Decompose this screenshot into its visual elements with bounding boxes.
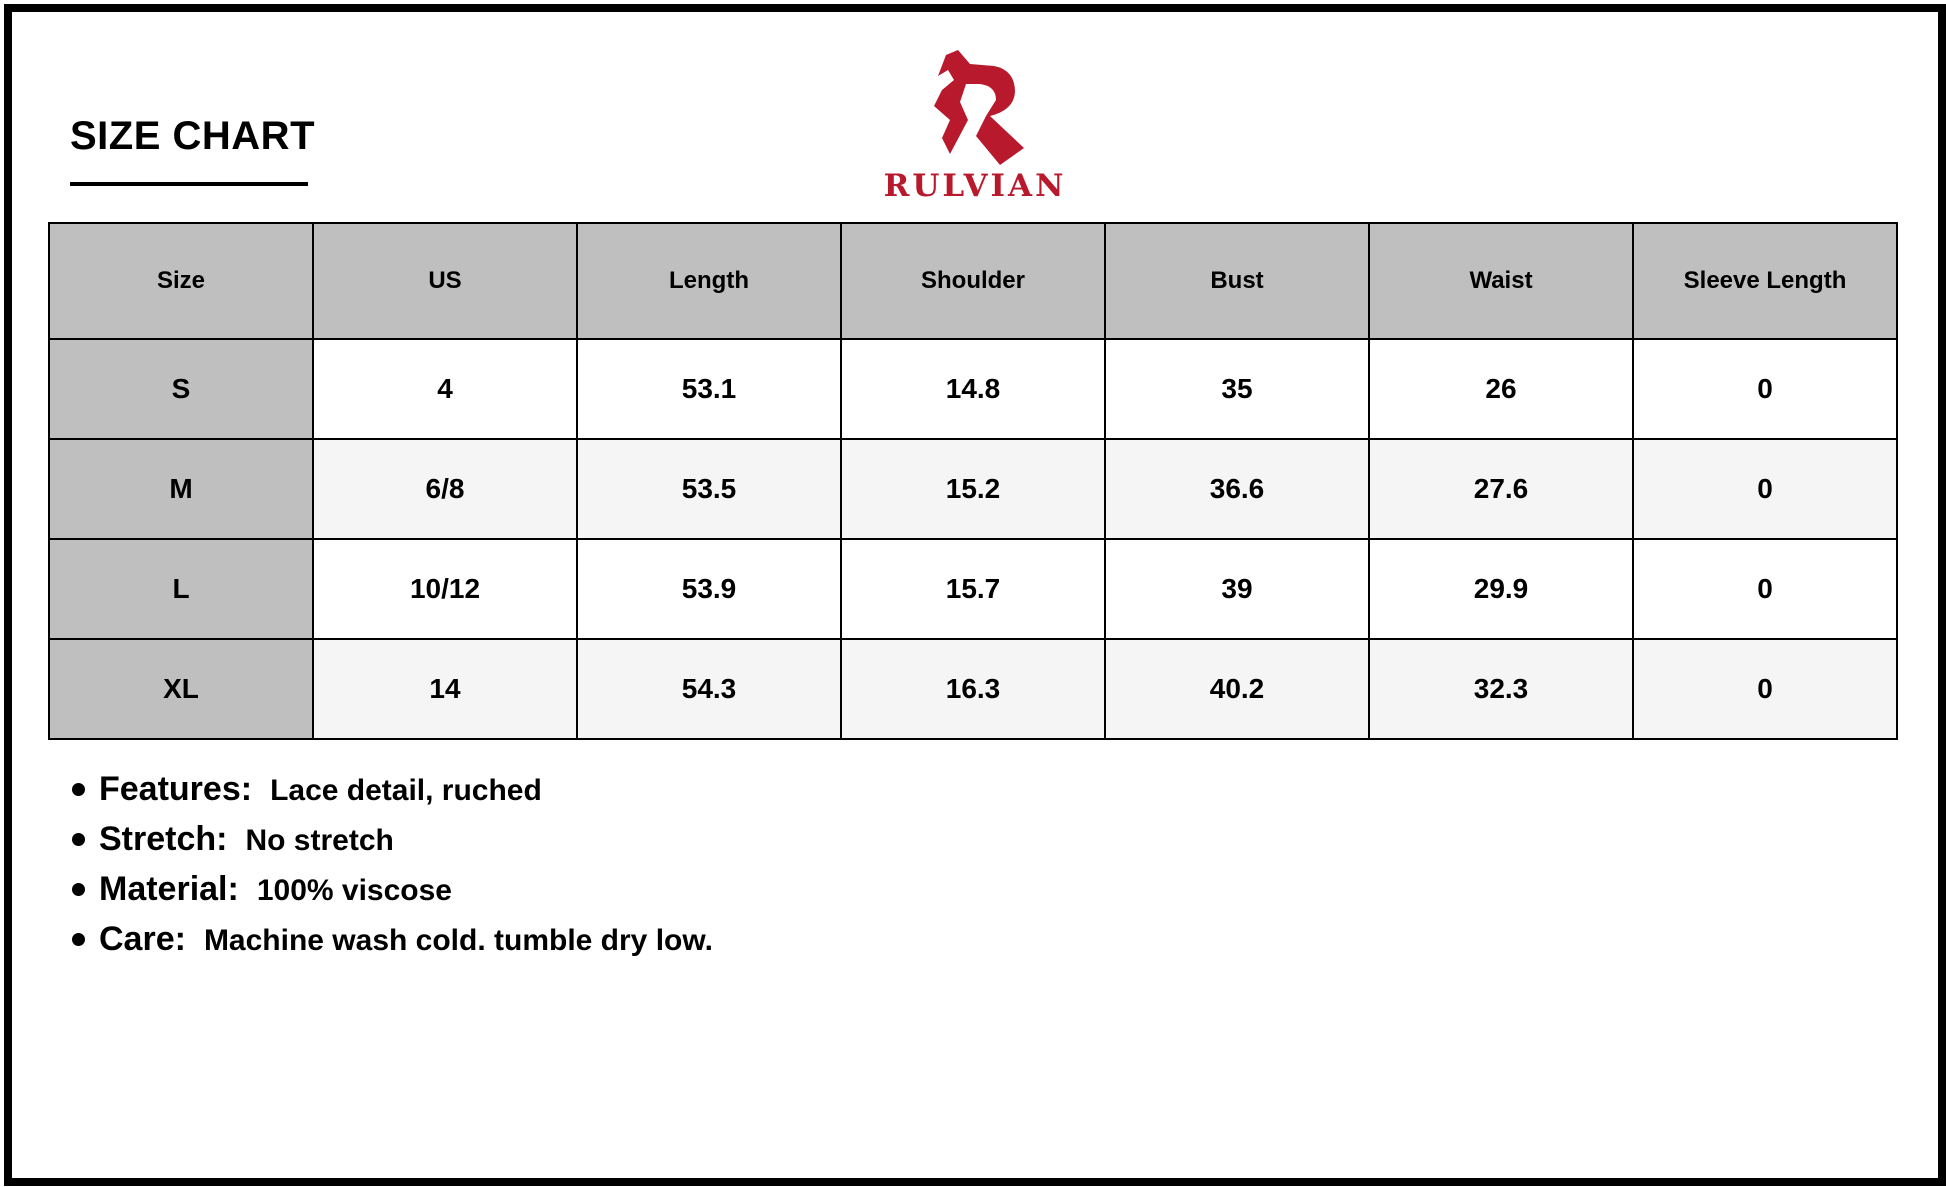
- column-header: US: [313, 223, 577, 339]
- detail-label: Care:: [99, 920, 186, 958]
- product-details-list: [72, 770, 713, 970]
- column-header: Waist: [1369, 223, 1633, 339]
- table-cell: 39: [1105, 539, 1369, 639]
- detail-label: Stretch:: [99, 820, 228, 858]
- bullet-icon: [72, 833, 85, 846]
- column-header: Size: [49, 223, 313, 339]
- detail-item: [72, 820, 713, 870]
- column-header: Sleeve Length: [1633, 223, 1897, 339]
- table-cell: 15.7: [841, 539, 1105, 639]
- detail-label: Features:: [99, 770, 253, 808]
- page-title: SIZE CHART: [70, 114, 315, 158]
- table-cell: 54.3: [577, 639, 841, 739]
- table-cell: 0: [1633, 439, 1897, 539]
- table-cell: 6/8: [313, 439, 577, 539]
- table-cell: 36.6: [1105, 439, 1369, 539]
- detail-item: [72, 870, 713, 920]
- table-cell: 0: [1633, 639, 1897, 739]
- table-cell: 35: [1105, 339, 1369, 439]
- size-cell: S: [49, 339, 313, 439]
- table-header-row: [49, 223, 1897, 339]
- detail-label: Material:: [99, 870, 239, 908]
- table-cell: 27.6: [1369, 439, 1633, 539]
- table-cell: 14.8: [841, 339, 1105, 439]
- bullet-icon: [72, 883, 85, 896]
- table-cell: 53.5: [577, 439, 841, 539]
- table-cell: 0: [1633, 339, 1897, 439]
- rulvian-r-logo-icon: [920, 50, 1030, 165]
- table-cell: 26: [1369, 339, 1633, 439]
- table-cell: 40.2: [1105, 639, 1369, 739]
- column-header: Length: [577, 223, 841, 339]
- detail-item: [72, 920, 713, 970]
- detail-value: 100% viscose: [256, 874, 452, 907]
- size-cell: L: [49, 539, 313, 639]
- table-row: [49, 539, 1897, 639]
- table-row: [49, 339, 1897, 439]
- table-cell: 14: [313, 639, 577, 739]
- detail-value: Machine wash cold. tumble dry low.: [203, 924, 713, 957]
- detail-item: [72, 770, 713, 820]
- table-cell: 16.3: [841, 639, 1105, 739]
- detail-value: No stretch: [245, 824, 394, 857]
- table-cell: 4: [313, 339, 577, 439]
- table-row: [49, 639, 1897, 739]
- size-table: [48, 222, 1898, 740]
- detail-value: Lace detail, ruched: [270, 774, 542, 807]
- brand-name: RULVIAN: [883, 168, 1067, 204]
- bullet-icon: [72, 933, 85, 946]
- table-cell: 29.9: [1369, 539, 1633, 639]
- size-cell: M: [49, 439, 313, 539]
- size-cell: XL: [49, 639, 313, 739]
- table-cell: 53.1: [577, 339, 841, 439]
- brand-logo: [870, 50, 1080, 210]
- bullet-icon: [72, 783, 85, 796]
- table-row: [49, 439, 1897, 539]
- table-cell: 0: [1633, 539, 1897, 639]
- title-underline: [70, 182, 308, 186]
- table-cell: 15.2: [841, 439, 1105, 539]
- table-cell: 32.3: [1369, 639, 1633, 739]
- column-header: Bust: [1105, 223, 1369, 339]
- table-cell: 53.9: [577, 539, 841, 639]
- table-cell: 10/12: [313, 539, 577, 639]
- column-header: Shoulder: [841, 223, 1105, 339]
